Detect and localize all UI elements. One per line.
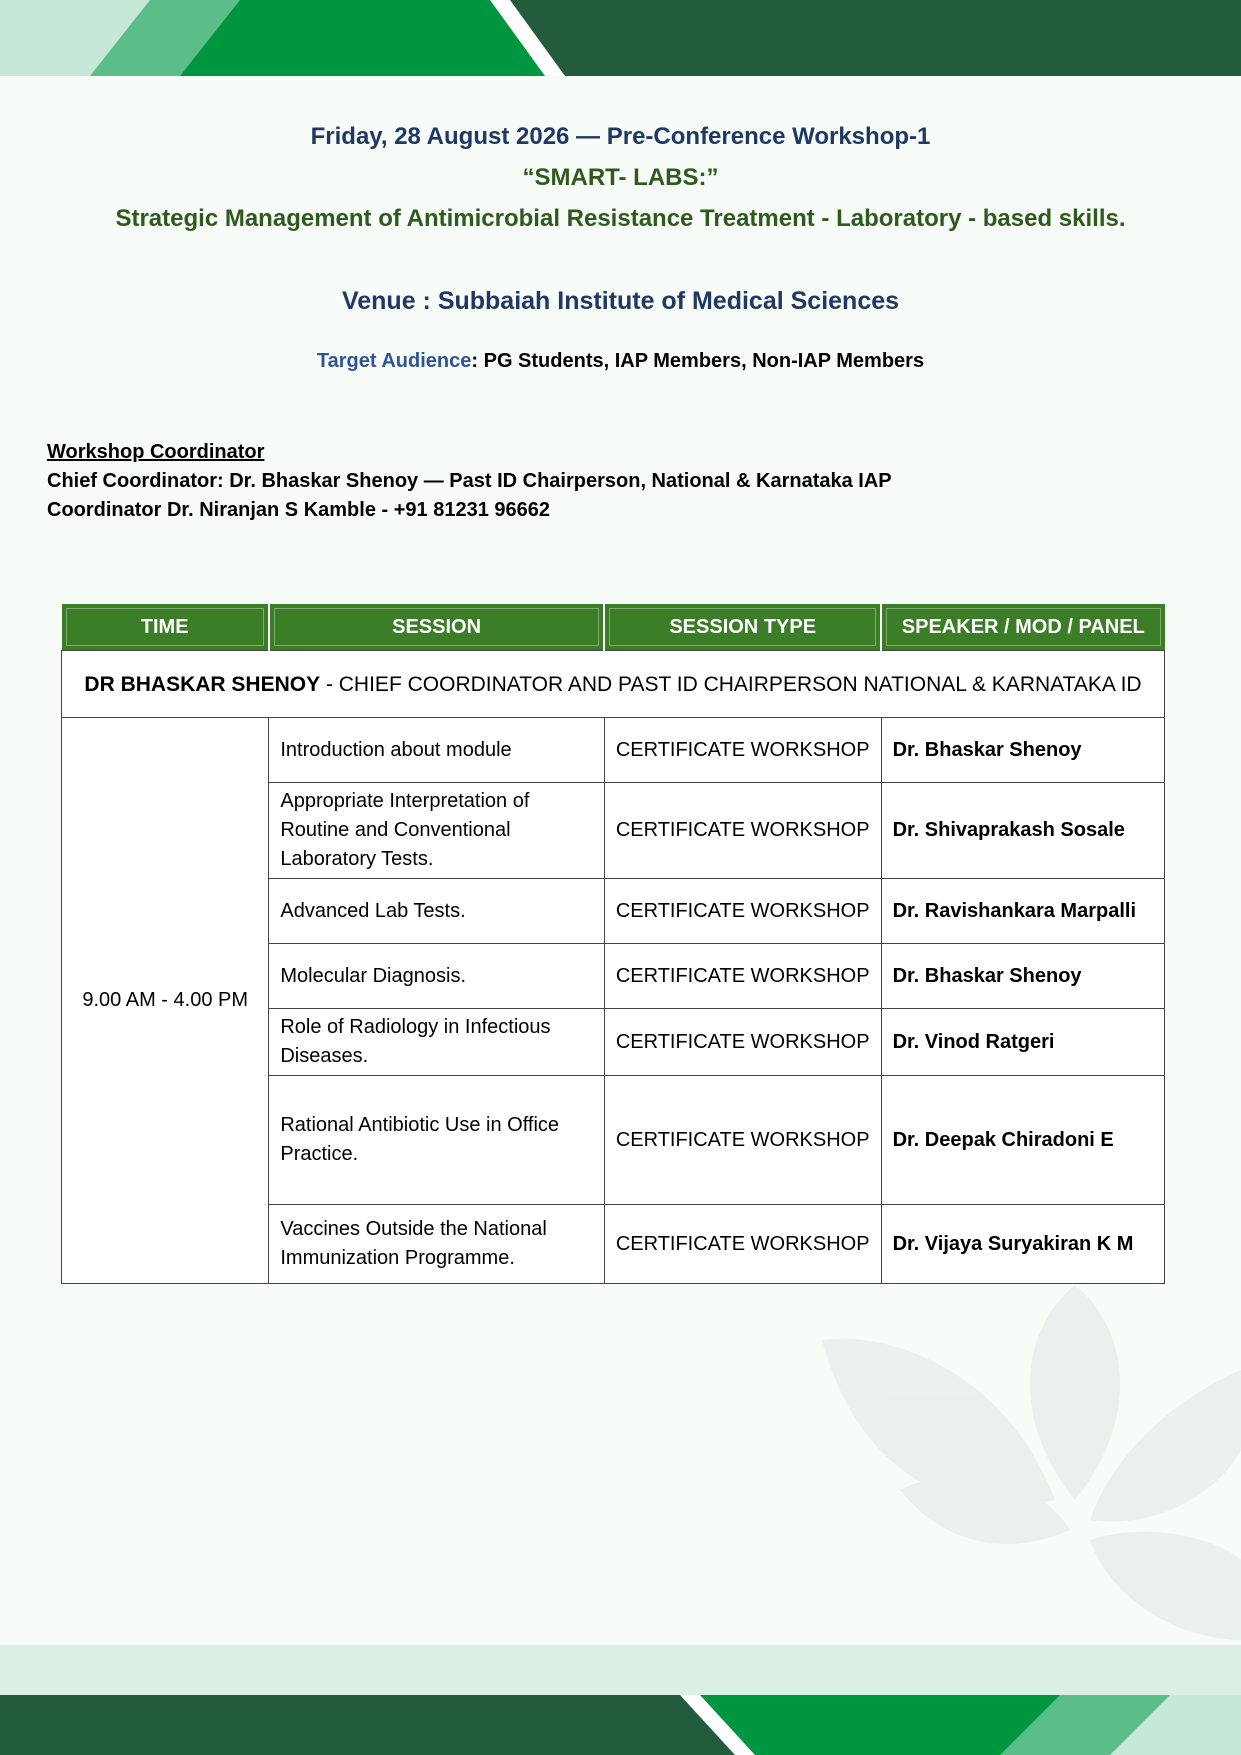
venue-line: Venue : Subbaiah Institute of Medical Sciences: [341, 287, 900, 315]
target-audience: [0, 350, 1241, 373]
chief-coordinator-banner-row: [62, 651, 1165, 718]
banner-cell: [62, 651, 1165, 718]
speaker-cell: Dr. Bhaskar Shenoy: [881, 718, 1164, 783]
coordinator-heading: Workshop Coordinator: [47, 441, 265, 463]
target-audience-label: Target Audience: [316, 350, 472, 372]
time-cell: 9.00 AM - 4.00 PM: [62, 718, 269, 1284]
header-session: SESSION: [269, 604, 604, 651]
session-cell: Appropriate Interpretation of Routine and Conventional Laboratory Tests.: [269, 783, 604, 879]
workshop-subtitle: Strategic Management of Antimicrobial Resistance Treatment - Laboratory - based skills.: [115, 205, 1126, 232]
schedule-table: [61, 604, 1165, 1284]
session-type-cell: CERTIFICATE WORKSHOP: [604, 1009, 881, 1076]
header-speaker: SPEAKER / MOD / PANEL: [881, 604, 1164, 651]
session-type-cell: CERTIFICATE WORKSHOP: [604, 1205, 881, 1284]
header-session-type: SESSION TYPE: [604, 604, 881, 651]
speaker-cell: Dr. Shivaprakash Sosale: [881, 783, 1164, 879]
speaker-cell: Dr. Deepak Chiradoni E: [881, 1076, 1164, 1205]
speaker-cell: Dr. Ravishankara Marpalli: [881, 879, 1164, 944]
session-cell: Molecular Diagnosis.: [269, 944, 604, 1009]
table-row: [62, 718, 1165, 783]
workshop-title: “SMART- LABS:”: [522, 164, 719, 191]
coordinator-block: [47, 438, 892, 525]
workshop-date-line: Friday, 28 August 2026 — Pre-Conference Workshop-1: [310, 123, 931, 150]
speaker-cell: Dr. Vijaya Suryakiran K M: [881, 1205, 1164, 1284]
banner-name: DR BHASKAR SHENOY: [84, 672, 321, 696]
target-audience-value: : PG Students, IAP Members, Non-IAP Members: [471, 350, 925, 372]
session-cell: Role of Radiology in Infectious Diseases.: [269, 1009, 604, 1076]
chief-coordinator: Chief Coordinator: Dr. Bhaskar Shenoy — Past ID Chairperson, National & Karnataka IAP: [47, 470, 892, 492]
coordinator-contact: Coordinator Dr. Niranjan S Kamble - +91 81231 96662: [47, 499, 550, 521]
session-type-cell: CERTIFICATE WORKSHOP: [604, 783, 881, 879]
session-cell: Introduction about module: [269, 718, 604, 783]
speaker-cell: Dr. Bhaskar Shenoy: [881, 944, 1164, 1009]
session-cell: Rational Antibiotic Use in Office Practice.: [269, 1076, 604, 1205]
banner-description: - CHIEF COORDINATOR AND PAST ID CHAIRPERSON NATIONAL & KARNATAKA ID: [320, 672, 1142, 696]
session-cell: Vaccines Outside the National Immunization Programme.: [269, 1205, 604, 1284]
session-type-cell: CERTIFICATE WORKSHOP: [604, 718, 881, 783]
session-type-cell: CERTIFICATE WORKSHOP: [604, 879, 881, 944]
session-cell: Advanced Lab Tests.: [269, 879, 604, 944]
session-type-cell: CERTIFICATE WORKSHOP: [604, 944, 881, 1009]
session-type-cell: CERTIFICATE WORKSHOP: [604, 1076, 881, 1205]
speaker-cell: Dr. Vinod Ratgeri: [881, 1009, 1164, 1076]
header-time: TIME: [62, 604, 269, 651]
table-header-row: [62, 604, 1165, 651]
